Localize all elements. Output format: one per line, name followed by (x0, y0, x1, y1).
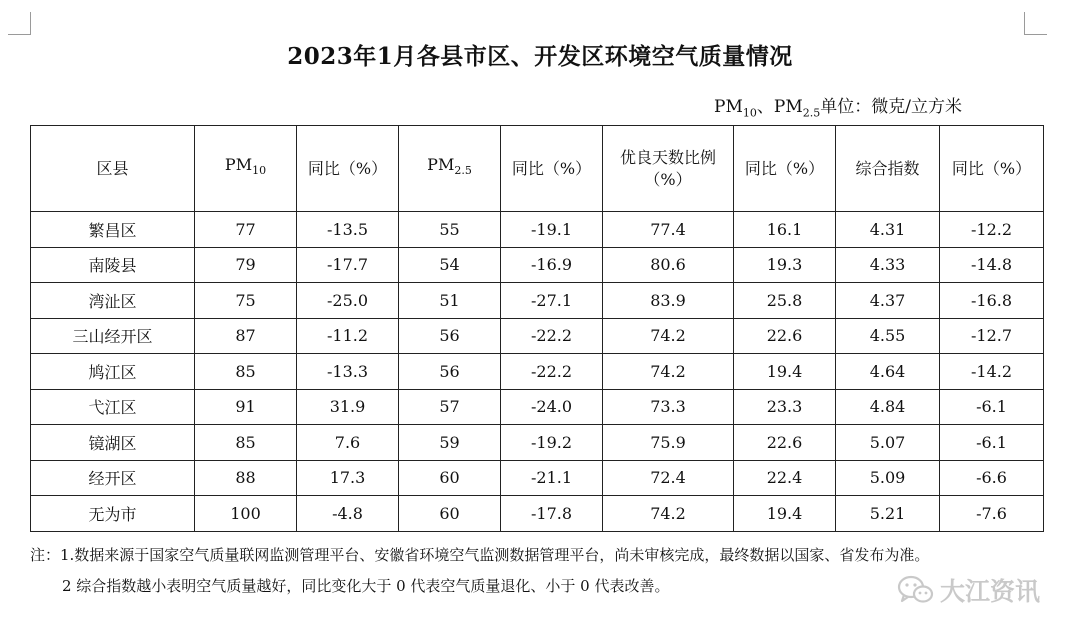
cell-district: 弋江区 (31, 389, 195, 425)
header-index-yoy: 同比（%） (940, 126, 1044, 212)
cell-index: 4.33 (836, 247, 940, 283)
cell-good-yoy: 19.3 (734, 247, 836, 283)
cell-index-yoy: -12.2 (940, 212, 1044, 248)
unit-note: $PM_{10}$、$PM_{2.5}$单位：微克/立方米 (714, 97, 962, 120)
cell-index: 4.31 (836, 212, 940, 248)
cell-good-ratio: 80.6 (603, 247, 734, 283)
air-quality-table (30, 125, 1044, 532)
cell-index-yoy: -6.1 (940, 389, 1044, 425)
cell-pm25: 54 (399, 247, 501, 283)
cell-pm25-yoy: -17.8 (501, 496, 603, 532)
crop-mark-top-left (8, 12, 31, 35)
cell-pm25: 60 (399, 496, 501, 532)
cell-good-ratio: 72.4 (603, 460, 734, 496)
cell-pm10: 85 (195, 425, 297, 461)
cell-index: 4.37 (836, 283, 940, 319)
cell-good-yoy: 25.8 (734, 283, 836, 319)
cell-pm25-yoy: -19.2 (501, 425, 603, 461)
cell-good-yoy: 22.6 (734, 425, 836, 461)
header-composite-index: 综合指数 (836, 126, 940, 212)
cell-good-ratio: 77.4 (603, 212, 734, 248)
cell-pm25: 57 (399, 389, 501, 425)
table-header-row (31, 126, 1044, 212)
cell-pm10: 91 (195, 389, 297, 425)
header-district: 区县 (31, 126, 195, 212)
cell-index: 5.09 (836, 460, 940, 496)
table-row (31, 247, 1044, 283)
cell-pm10: 77 (195, 212, 297, 248)
cell-pm10-yoy: 17.3 (297, 460, 399, 496)
header-good-days-ratio: 优良天数比例 （%） (603, 126, 734, 212)
cell-pm25: 56 (399, 354, 501, 390)
cell-index-yoy: -6.6 (940, 460, 1044, 496)
header-good-days-yoy: 同比（%） (734, 126, 836, 212)
cell-district: 经开区 (31, 460, 195, 496)
cell-index: 4.84 (836, 389, 940, 425)
cell-pm25-yoy: -24.0 (501, 389, 603, 425)
cell-index: 5.07 (836, 425, 940, 461)
cell-district: 无为市 (31, 496, 195, 532)
cell-pm10: 85 (195, 354, 297, 390)
cell-index-yoy: -12.7 (940, 318, 1044, 354)
cell-pm25-yoy: -27.1 (501, 283, 603, 319)
cell-index-yoy: -16.8 (940, 283, 1044, 319)
header-pm25-yoy: 同比（%） (501, 126, 603, 212)
unit-pm10: $PM_{10}$ (714, 97, 757, 120)
cell-pm10-yoy: -4.8 (297, 496, 399, 532)
cell-good-ratio: 74.2 (603, 496, 734, 532)
table-row (31, 496, 1044, 532)
watermark (896, 572, 1040, 608)
cell-pm25-yoy: -19.1 (501, 212, 603, 248)
cell-district: 三山经开区 (31, 318, 195, 354)
cell-pm10-yoy: -13.3 (297, 354, 399, 390)
table-row (31, 212, 1044, 248)
page-title: 2023年1月各县市区、开发区环境空气质量情况 (287, 43, 793, 70)
cell-pm25: 55 (399, 212, 501, 248)
cell-district: 南陵县 (31, 247, 195, 283)
table-row (31, 425, 1044, 461)
table-row (31, 283, 1044, 319)
header-pm25: $PM_{2.5}$ (399, 126, 501, 212)
cell-pm25-yoy: -21.1 (501, 460, 603, 496)
cell-pm10: 75 (195, 283, 297, 319)
cell-good-yoy: 19.4 (734, 496, 836, 532)
footnote-2: 2 综合指数越小表明空气质量越好，同比变化大于 0 代表空气质量退化、小于 0 代表改善。 (62, 577, 670, 595)
cell-good-ratio: 75.9 (603, 425, 734, 461)
cell-good-ratio: 74.2 (603, 318, 734, 354)
cell-index-yoy: -14.2 (940, 354, 1044, 390)
cell-pm25-yoy: -22.2 (501, 354, 603, 390)
cell-index-yoy: -6.1 (940, 425, 1044, 461)
cell-district: 鸠江区 (31, 354, 195, 390)
cell-pm25-yoy: -22.2 (501, 318, 603, 354)
table-row (31, 354, 1044, 390)
cell-pm10: 88 (195, 460, 297, 496)
wechat-icon (896, 574, 934, 606)
cell-district: 繁昌区 (31, 212, 195, 248)
cell-good-ratio: 83.9 (603, 283, 734, 319)
cell-good-yoy: 16.1 (734, 212, 836, 248)
header-pm10: $PM_{10}$ (195, 126, 297, 212)
footnotes (30, 540, 929, 602)
cell-pm10-yoy: -13.5 (297, 212, 399, 248)
header-pm10-yoy: 同比（%） (297, 126, 399, 212)
cell-pm25: 56 (399, 318, 501, 354)
cell-index: 5.21 (836, 496, 940, 532)
cell-pm10-yoy: -17.7 (297, 247, 399, 283)
footnote-1: 注：1.数据来源于国家空气质量联网监测管理平台、安徽省环境空气监测数据管理平台，尚未审核完成，最终数据以国家、省发布为准。 (30, 546, 930, 564)
cell-index-yoy: -7.6 (940, 496, 1044, 532)
cell-pm25-yoy: -16.9 (501, 247, 603, 283)
cell-pm25: 59 (399, 425, 501, 461)
cell-good-yoy: 19.4 (734, 354, 836, 390)
cell-index: 4.55 (836, 318, 940, 354)
cell-index-yoy: -14.8 (940, 247, 1044, 283)
table-row (31, 460, 1044, 496)
cell-pm10: 100 (195, 496, 297, 532)
cell-district: 镜湖区 (31, 425, 195, 461)
table-row (31, 318, 1044, 354)
cell-district: 湾沚区 (31, 283, 195, 319)
cell-pm10: 79 (195, 247, 297, 283)
cell-pm25: 60 (399, 460, 501, 496)
cell-pm10-yoy: 31.9 (297, 389, 399, 425)
watermark-text: 大江资讯 (940, 577, 1041, 606)
cell-good-ratio: 74.2 (603, 354, 734, 390)
cell-pm10-yoy: 7.6 (297, 425, 399, 461)
cell-pm10-yoy: -25.0 (297, 283, 399, 319)
cell-good-yoy: 22.4 (734, 460, 836, 496)
unit-text: 单位：微克/立方米 (820, 97, 962, 117)
table-row (31, 389, 1044, 425)
cell-pm10: 87 (195, 318, 297, 354)
cell-good-yoy: 23.3 (734, 389, 836, 425)
cell-good-ratio: 73.3 (603, 389, 734, 425)
unit-pm25: $PM_{2.5}$ (773, 97, 821, 120)
crop-mark-top-right (1024, 12, 1047, 35)
cell-good-yoy: 22.6 (734, 318, 836, 354)
table-body (31, 212, 1044, 532)
cell-pm10-yoy: -11.2 (297, 318, 399, 354)
cell-pm25: 51 (399, 283, 501, 319)
cell-index: 4.64 (836, 354, 940, 390)
